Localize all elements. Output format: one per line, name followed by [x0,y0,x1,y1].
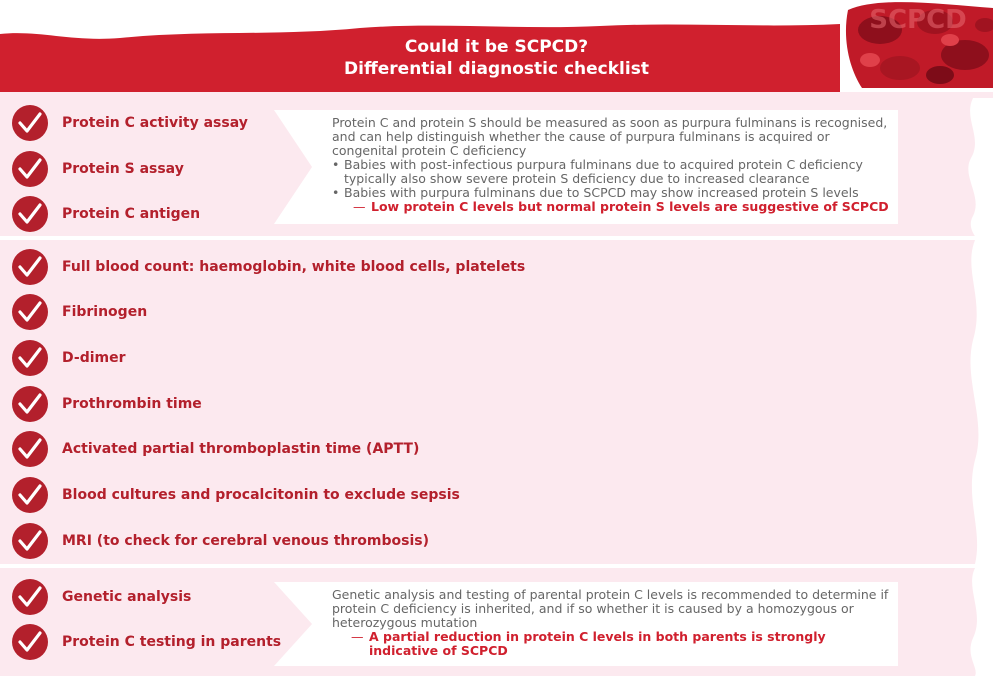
checklist-item-label: MRI (to check for cerebral venous thrombosis) [62,533,430,549]
check-circle-icon [12,579,48,615]
check-circle-icon [12,105,48,141]
checklist-item-label: D-dimer [62,350,126,366]
note-bullet: • Babies with post-infectious purpura fulminans due to acquired protein C deficiency typically also show severe protein S deficiency due to increased clearance [332,158,892,186]
checklist-item-parent-protein-c [0,622,560,662]
checklist-item-d-dimer [0,338,560,378]
check-circle-icon [12,294,48,330]
checklist-item-label: Protein C testing in parents [62,634,282,650]
check-circle-icon [12,523,48,559]
check-circle-icon [12,431,48,467]
checklist-item-label: Full blood count: haemoglobin, white blood cells, platelets [62,259,526,275]
checklist-item-protein-s [0,149,560,189]
note-emphasis: — A partial reduction in protein C levels in both parents is strongly indicative of SCPCD [351,630,892,658]
checklist-item-label: Protein C antigen [62,206,201,222]
checklist-item-genetic-analysis [0,577,560,617]
check-circle-icon [12,477,48,513]
checklist-item-label: Protein S assay [62,161,184,177]
check-circle-icon [12,340,48,376]
title-line-1: Could it be SCPCD? [404,37,589,57]
checklist-item-protein-c-activity [0,103,560,143]
checklist-item-prothrombin-time [0,384,560,424]
check-circle-icon [12,624,48,660]
page-title [0,36,993,80]
checklist-item-label: Fibrinogen [62,304,148,320]
check-circle-icon [12,196,48,232]
checklist-item-label: Blood cultures and procalcitonin to exclude sepsis [62,487,460,503]
checklist-item-blood-cultures [0,475,560,515]
check-circle-icon [12,386,48,422]
title-line-2: Differential diagnostic checklist [344,59,649,79]
note-intro: Protein C and protein S should be measured as soon as purpura fulminans is recognised, and can help distinguish whether the cause of purpura fulminans is acquired or congenital protein C deficiency [332,115,888,158]
checklist-item-label: Prothrombin time [62,396,202,412]
note-bullet: • Babies with purpura fulminans due to SCPCD may show increased protein S levels [332,186,892,200]
checklist-item-protein-c-antigen [0,194,560,234]
checklist-item-aptt [0,429,560,469]
logo-text: SCPCD [869,5,967,35]
note-emphasis: — Low protein C levels but normal protein S levels are suggestive of SCPCD [353,200,892,214]
checklist-item-full-blood-count [0,247,560,287]
note-intro: Genetic analysis and testing of parental protein C levels is recommended to determine if protein C deficiency is inherited, and if so whether it is caused by a homozygous or heterozygous mutation [332,587,889,630]
checklist-item-mri [0,521,560,561]
checklist-item-label: Protein C activity assay [62,115,248,131]
checklist-item-fibrinogen [0,292,560,332]
checklist-item-label: Genetic analysis [62,589,192,605]
checklist-item-label: Activated partial thromboplastin time (APTT) [62,441,420,457]
check-circle-icon [12,151,48,187]
check-circle-icon [12,249,48,285]
